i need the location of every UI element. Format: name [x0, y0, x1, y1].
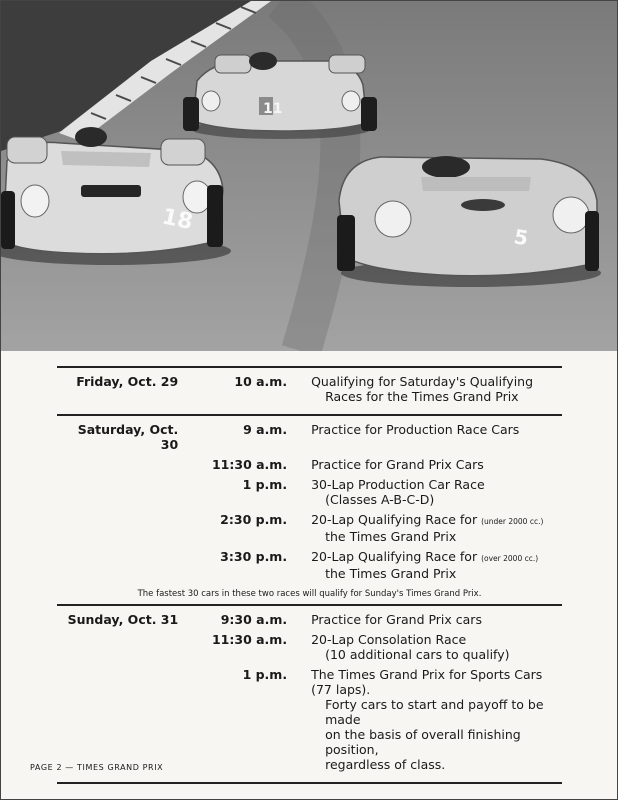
event-line: on the basis of overall finishing position,: [325, 727, 521, 757]
car-number-11: 11: [263, 101, 283, 117]
event-time: 11:30 a.m.: [211, 632, 288, 647]
engine-class-note: (under 2000 cc.): [481, 517, 544, 526]
event-line: Practice for Grand Prix cars: [311, 612, 482, 627]
event-time: 3:30 p.m.: [220, 549, 288, 564]
event-line: 30-Lap Production Car Race: [311, 477, 485, 492]
event-line: regardless of class.: [325, 757, 446, 772]
event-line: (10 additional cars to qualify): [325, 647, 510, 662]
event-description: [311, 512, 562, 544]
schedule-row: [57, 374, 562, 404]
section-sunday: [57, 606, 562, 782]
event-line: Practice for Grand Prix Cars: [311, 457, 484, 472]
event-line: the Times Grand Prix: [325, 529, 457, 544]
event-description: [311, 374, 562, 404]
event-line: the Times Grand Prix: [325, 566, 457, 581]
event-time: 1 p.m.: [242, 667, 288, 682]
schedule-row: [57, 477, 562, 507]
event-description: [311, 422, 562, 437]
event-description: [311, 549, 562, 581]
race-car-right: [337, 156, 601, 287]
event-line: Qualifying for Saturday's Qualifying: [311, 374, 534, 389]
qualification-note: The fastest 30 cars in these two races will qualify for Sunday's Times Grand Prix.: [137, 589, 482, 599]
race-schedule: [57, 366, 562, 784]
event-description: [311, 667, 562, 772]
schedule-row: [57, 632, 562, 662]
event-time: 9:30 a.m.: [220, 612, 288, 627]
event-line: Practice for Production Race Cars: [311, 422, 520, 437]
event-description: [311, 477, 562, 507]
schedule-row: [57, 549, 562, 581]
engine-class-note: (over 2000 cc.): [481, 554, 539, 563]
event-time: 1 p.m.: [242, 477, 288, 492]
day-label-sunday: Sunday, Oct. 31: [67, 612, 179, 627]
event-line: Races for the Times Grand Prix: [325, 389, 519, 404]
event-line-text: 20-Lap Qualifying Race for: [311, 512, 478, 527]
event-time: 11:30 a.m.: [211, 457, 288, 472]
event-description: [311, 632, 562, 662]
event-line: [311, 549, 562, 566]
race-car-left: [1, 127, 231, 265]
schedule-row: [57, 457, 562, 472]
schedule-row: [57, 612, 562, 627]
schedule-row: [57, 512, 562, 544]
event-line: The Times Grand Prix for Sports Cars (77 laps).: [311, 667, 543, 697]
section-saturday: [57, 416, 562, 604]
event-line-text: 20-Lap Qualifying Race for: [311, 549, 478, 564]
race-cars-illustration: [1, 1, 617, 351]
event-line: (Classes A-B-C-D): [325, 492, 435, 507]
car-number-5: 5: [512, 224, 531, 251]
event-time: 2:30 p.m.: [220, 512, 288, 527]
event-line: Forty cars to start and payoff to be made: [325, 697, 544, 727]
race-photo: [1, 1, 617, 351]
page-footer: PAGE 2 — TIMES GRAND PRIX: [30, 763, 164, 772]
schedule-row: [57, 422, 562, 452]
event-line: 20-Lap Consolation Race: [311, 632, 467, 647]
event-time: 10 a.m.: [234, 374, 288, 389]
event-description: [311, 457, 562, 472]
schedule-row: [57, 667, 562, 772]
event-description: [311, 612, 562, 627]
event-time: 9 a.m.: [243, 422, 288, 437]
day-label-friday: Friday, Oct. 29: [76, 374, 179, 389]
event-line: [311, 512, 562, 529]
car-number-18: 18: [159, 204, 195, 236]
day-label-saturday: Saturday, Oct. 30: [77, 422, 179, 452]
section-friday: [57, 368, 562, 414]
rule-bottom: [57, 782, 562, 784]
